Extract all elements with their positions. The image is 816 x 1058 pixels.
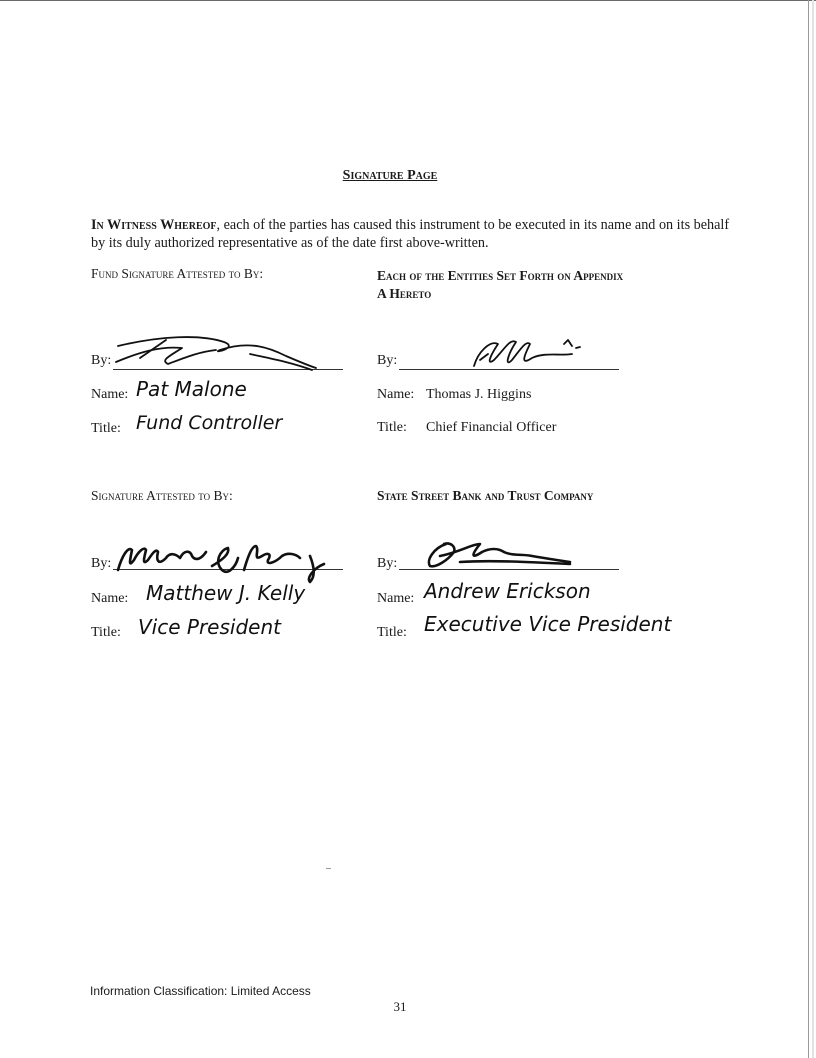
entities-heading-line1: Each of the Entities Set Forth on Appendix [377,268,624,283]
by-label: By: [377,353,398,368]
footer-classification: Information Classification: Limited Access [90,984,311,998]
entities-title-value: Chief Financial Officer [426,420,557,435]
entities-name-value: Thomas J. Higgins [426,387,532,402]
fund-attest-title-handwritten: Fund Controller [136,412,283,434]
state-street-signature [420,534,580,574]
fund-attest-title-row [91,420,121,438]
witness-text: , each of the parties has caused this instrument to be executed in its name and on its behalf by its duly authorized representative as of the date first above-written. [91,217,730,251]
fund-attest-name-handwritten: Pat Malone [136,377,247,401]
title-label: Title: [91,625,121,640]
name-label: Name: [91,591,129,606]
state-street-heading: State Street Bank and Trust Company [377,488,594,503]
state-street-name-handwritten: Andrew Erickson [424,579,591,603]
page-title: Signature Page [342,168,438,183]
signature-attest-name-row [91,590,128,608]
scan-speck [326,868,331,869]
by-label: By: [91,556,112,571]
fund-attest-name-row [91,386,128,404]
entities-by-row [377,352,397,370]
entities-signature [460,330,590,378]
fund-attest-heading: Fund Signature Attested to By: [91,266,264,281]
signature-attest-by-row [91,555,111,573]
entities-name-row [377,386,531,404]
by-label: By: [377,556,398,571]
name-label: Name: [91,387,129,402]
page-right-shadow [812,0,814,1058]
name-label: Name: [377,387,415,402]
signature-attest-heading: Signature Attested to By: [91,488,233,503]
signature-attest-title-row [91,624,121,642]
entities-heading-line2: A Hereto [377,286,432,301]
signature-attest-name-handwritten: Matthew J. Kelly [146,581,306,605]
title-label: Title: [377,420,407,435]
state-street-by-row [377,555,397,573]
witness-lead: In Witness Whereof [91,217,217,233]
witness-paragraph [91,216,731,252]
page-top-edge [0,0,816,1]
state-street-title-handwritten: Executive Vice President [424,612,672,636]
state-street-name-row [377,590,414,608]
entities-title-row [377,419,556,437]
page-right-edge [808,0,809,1058]
signature-attest-title-handwritten: Vice President [138,615,281,639]
name-label: Name: [377,591,415,606]
by-label: By: [91,353,112,368]
page-number: 31 [393,999,407,1014]
state-street-title-row [377,624,407,642]
fund-attest-signature [100,328,320,376]
title-label: Title: [377,625,407,640]
title-label: Title: [91,421,121,436]
